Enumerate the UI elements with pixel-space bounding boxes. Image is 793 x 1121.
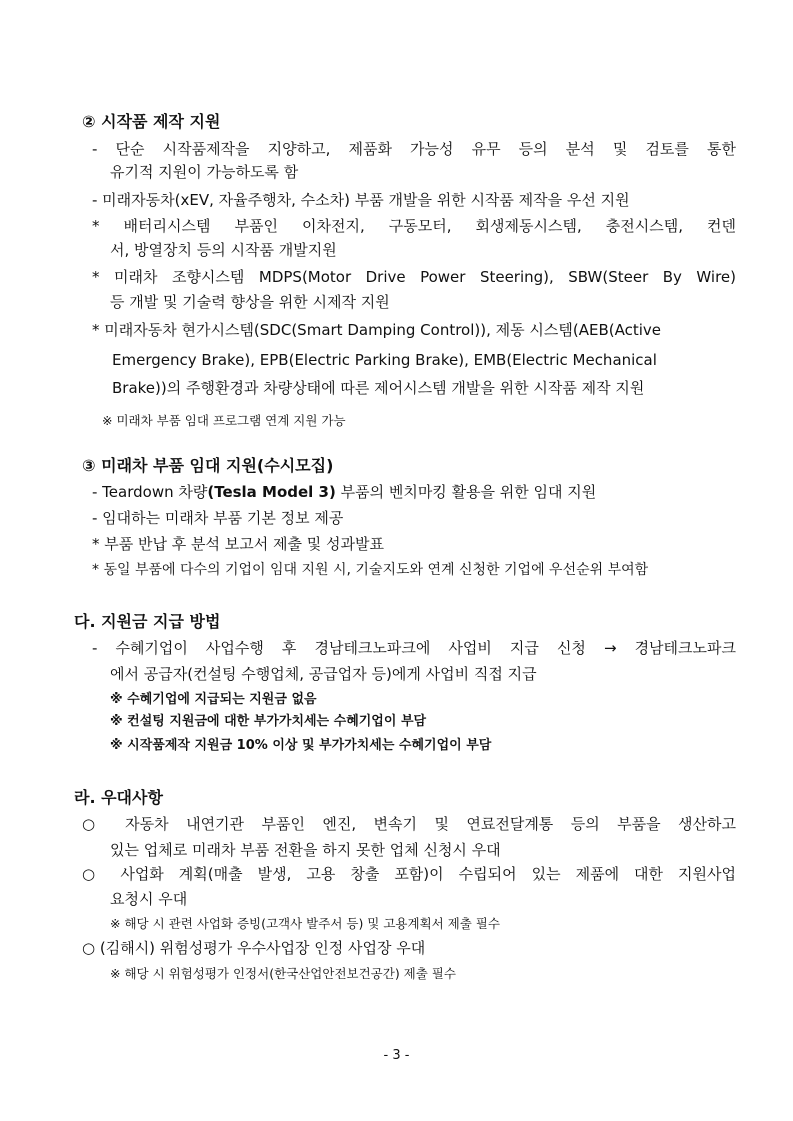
payment-item-1: - 수혜기업이 사업수행 후 경남테크노파크에 사업비 지급 신청 → 경남테크노파크 — [92, 639, 736, 657]
prototype-item-5-cont1: Emergency Brake), EPB(Electric Parking Brake), EMB(Electric Mechanical — [112, 351, 657, 369]
preference-note-2: ※ 해당 시 위험성평가 인정서(한국산업안전보건공간) 제출 필수 — [110, 966, 456, 981]
preference-item-3: ○ (김해시) 위험성평가 우수사업장 인정 사업장 우대 — [82, 939, 426, 957]
preference-item-1-cont: 있는 업체로 미래차 부품 전환을 하지 못한 업체 신청시 우대 — [110, 841, 501, 859]
rental-item-1-bold: (Tesla Model 3) — [207, 483, 336, 501]
payment-note-1: ※ 수혜기업에 지급되는 지원금 없음 — [110, 692, 317, 707]
rental-item-1-pre: - Teardown 차량 — [92, 483, 208, 501]
section-preference-heading: 라. 우대사항 — [74, 788, 163, 807]
section-prototype-heading: ② 시작품 제작 지원 — [82, 112, 221, 131]
preference-item-2: ○ 사업화 계획(매출 발생, 고용 창출 포함)이 수립되어 있는 제품에 대한 지원사업 — [82, 865, 736, 883]
prototype-note: ※ 미래차 부품 임대 프로그램 연계 지원 가능 — [102, 413, 346, 428]
payment-note-2: ※ 컨설팅 지원금에 대한 부가가치세는 수혜기업이 부담 — [110, 714, 427, 729]
prototype-item-2: - 미래자동차(xEV, 자율주행차, 수소차) 부품 개발을 위한 시작품 제작을 우선 지원 — [92, 191, 630, 209]
rental-item-1 — [92, 482, 596, 502]
prototype-item-5: * 미래자동차 현가시스템(SDC(Smart Damping Control)), 제동 시스템(AEB(Active — [92, 321, 661, 339]
rental-item-3: * 부품 반납 후 분석 보고서 제출 및 성과발표 — [92, 535, 384, 553]
rental-item-1-post: 부품의 벤치마킹 활용을 위한 임대 지원 — [335, 483, 597, 501]
section-rental-heading: ③ 미래차 부품 임대 지원(수시모집) — [82, 456, 334, 475]
page-number: - 3 - — [383, 1048, 410, 1063]
rental-item-2: - 임대하는 미래차 부품 기본 정보 제공 — [92, 509, 344, 527]
prototype-item-1-cont: 유기적 지원이 가능하도록 함 — [110, 163, 299, 181]
section-payment-heading: 다. 지원금 지급 방법 — [74, 612, 221, 631]
payment-item-1-cont: 에서 공급자(컨설팅 수행업체, 공급업자 등)에게 사업비 직접 지급 — [110, 665, 537, 683]
payment-note-3: ※ 시작품제작 지원금 10% 이상 및 부가가치세는 수혜기업이 부담 — [110, 738, 492, 753]
prototype-item-4-cont: 등 개발 및 기술력 향상을 위한 시제작 지원 — [110, 293, 390, 311]
rental-item-4: * 동일 부품에 다수의 기업이 임대 지원 시, 기술지도와 연계 신청한 기업에 우선순위 부여함 — [92, 562, 649, 578]
prototype-item-3-cont: 서, 방열장치 등의 시작품 개발지원 — [110, 241, 337, 259]
preference-item-1: ○ 자동차 내연기관 부품인 엔진, 변속기 및 연료전달계통 등의 부품을 생산하고 — [82, 815, 736, 833]
prototype-item-3: * 배터리시스템 부품인 이차전지, 구동모터, 회생제동시스템, 충전시스템, 컨덴 — [92, 217, 736, 235]
preference-note-1: ※ 해당 시 관련 사업화 증빙(고객사 발주서 등) 및 고용계획서 제출 필수 — [110, 916, 500, 931]
prototype-item-4: * 미래차 조향시스템 MDPS(Motor Drive Power Steering), SBW(Steer By Wire) — [92, 268, 736, 286]
prototype-item-5-cont2: Brake))의 주행환경과 차량상태에 따른 제어시스템 개발을 위한 시작품 제작 지원 — [112, 379, 645, 397]
prototype-item-1: - 단순 시작품제작을 지양하고, 제품화 가능성 유무 등의 분석 및 검토를 통한 — [92, 140, 736, 158]
preference-item-2-cont: 요청시 우대 — [110, 890, 188, 908]
